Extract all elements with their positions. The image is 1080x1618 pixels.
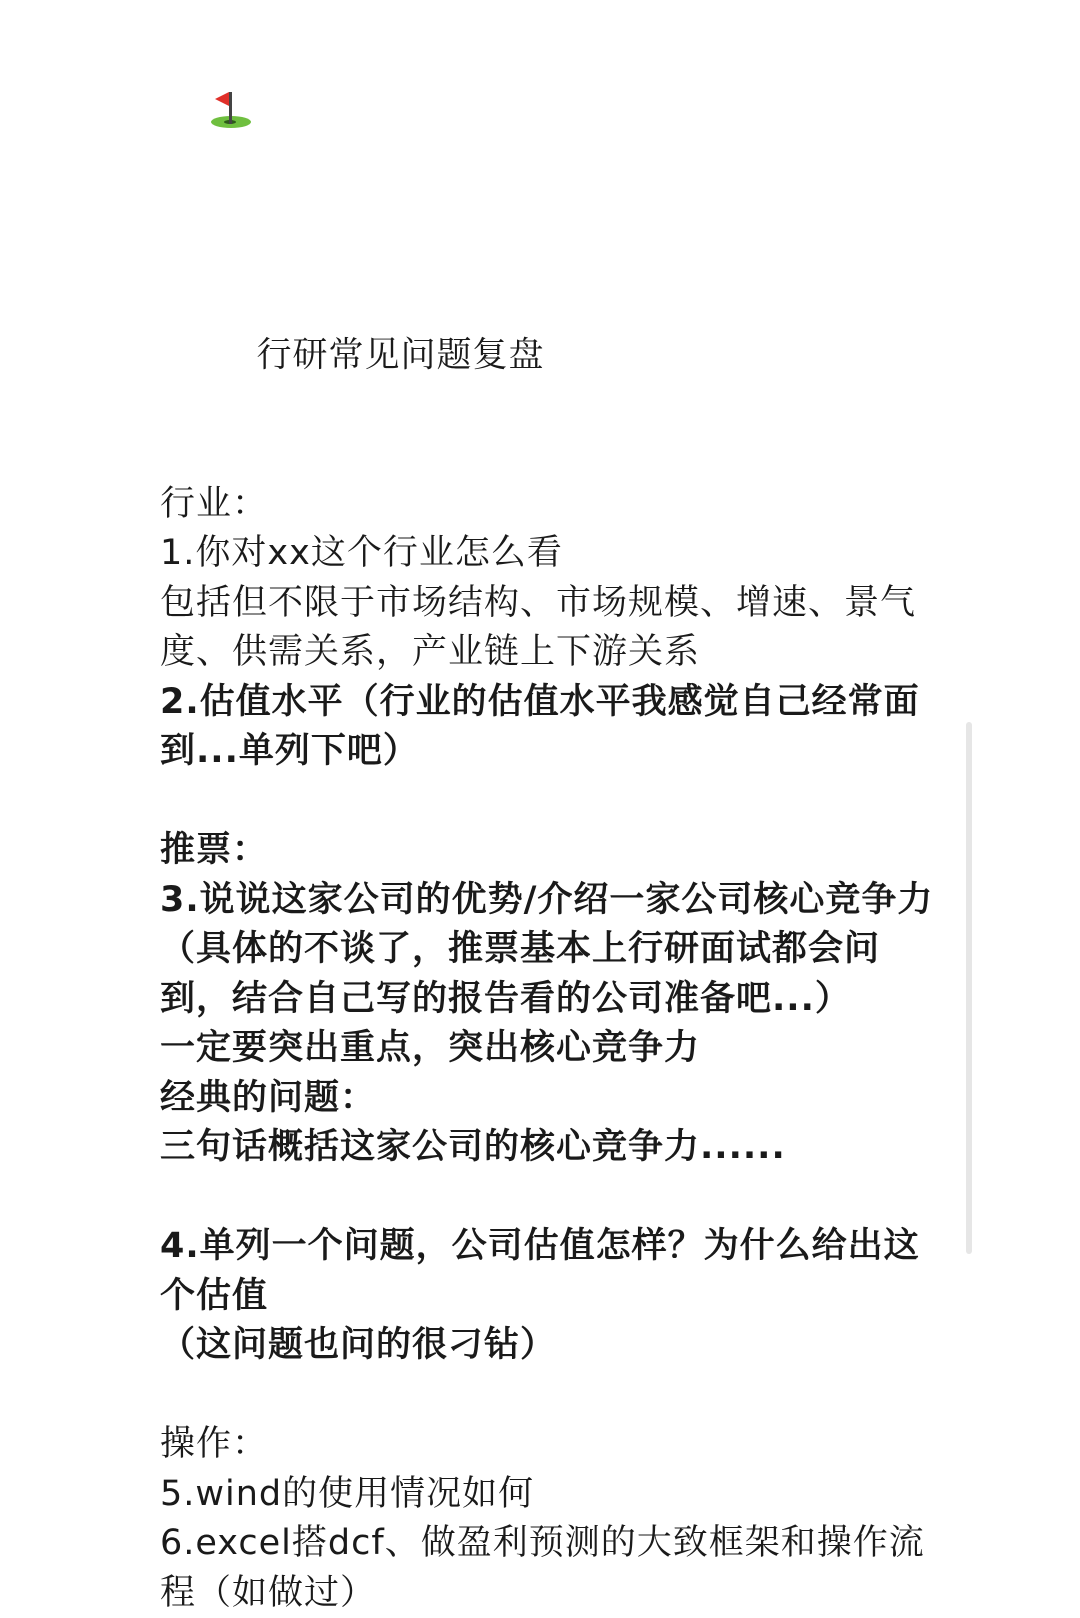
golf-flag-icon — [209, 90, 253, 130]
note-title: 行研常见问题复盘 — [257, 335, 545, 375]
blank-line — [160, 777, 930, 827]
question-4-text: 个估值 — [160, 1272, 930, 1322]
question-5-text: 5.wind的使用情况如何 — [160, 1470, 930, 1520]
question-2-text: 2.估值水平（行业的估值水平我感觉自己经常面 — [160, 678, 930, 728]
question-3-text: （具体的不谈了，推票基本上行研面试都会问 — [160, 925, 930, 975]
question-1-title: 1.你对xx这个行业怎么看 — [160, 529, 930, 579]
question-6-text: 程（如做过） — [160, 1569, 930, 1618]
question-3-text: 三句话概括这家公司的核心竞争力...... — [160, 1123, 930, 1173]
question-3-text: 一定要突出重点，突出核心竞争力 — [160, 1024, 930, 1074]
blank-line — [160, 1173, 930, 1223]
question-4-text: 4.单列一个问题，公司估值怎样？为什么给出这 — [160, 1222, 930, 1272]
question-6-text: 6.excel搭dcf、做盈利预测的大致框架和操作流 — [160, 1519, 930, 1569]
question-3-text: 经典的问题： — [160, 1074, 930, 1124]
section-heading-operation: 操作： — [160, 1420, 930, 1470]
question-3-text: 3.说说这家公司的优势/介绍一家公司核心竞争力 — [160, 876, 930, 926]
note-content — [160, 40, 930, 1618]
blank-line — [160, 1371, 930, 1421]
section-heading-industry: 行业： — [160, 480, 930, 530]
question-2-text: 到...单列下吧） — [160, 727, 930, 777]
question-3-text: 到，结合自己写的报告看的公司准备吧...） — [160, 975, 930, 1025]
question-4-text: （这问题也问的很刁钻） — [160, 1321, 930, 1371]
blank-line — [160, 430, 930, 480]
question-1-detail: 包括但不限于市场结构、市场规模、增速、景气 — [160, 579, 930, 629]
section-heading-pitch: 推票： — [160, 826, 930, 876]
vertical-scrollbar[interactable] — [966, 722, 972, 1254]
note-title-row — [160, 40, 930, 430]
question-1-detail: 度、供需关系，产业链上下游关系 — [160, 628, 930, 678]
